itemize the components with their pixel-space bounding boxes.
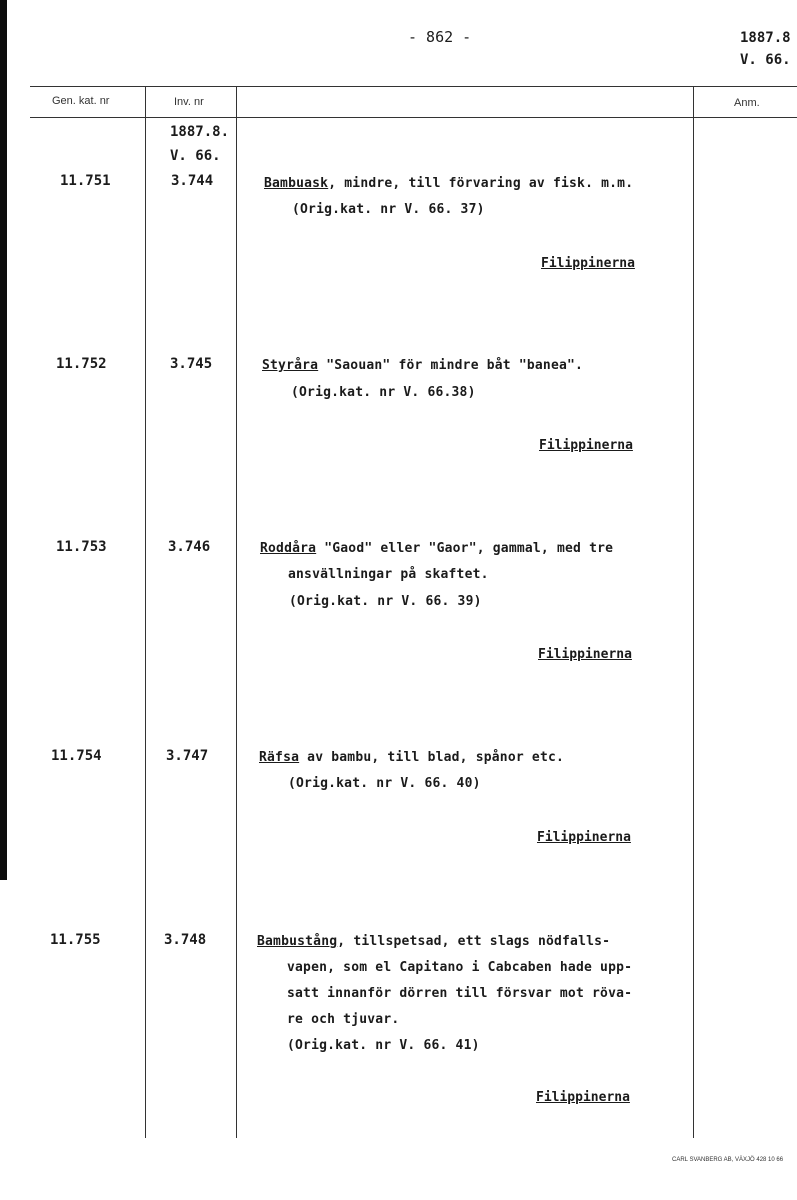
column-divider-desc-anm xyxy=(693,86,694,1138)
left-edge-bar xyxy=(0,0,7,880)
entry-inv-number: 3.747 xyxy=(166,748,209,764)
corner-accession-year: 1887.8 xyxy=(740,30,791,46)
entry-description-line xyxy=(264,176,633,191)
entry-description-line xyxy=(260,541,613,556)
entry-description-continuation: satt innanför dörren till försvar mot röva- xyxy=(287,986,633,1001)
entry-description-continuation: ansvällningar på skaftet. xyxy=(288,567,489,582)
header-anm: Anm. xyxy=(734,97,760,109)
entry-title: Styråra xyxy=(262,358,319,373)
entry-description-rest: av bambu, till blad, spånor etc. xyxy=(299,750,565,765)
entry-gen-number: 11.754 xyxy=(51,748,102,764)
entry-description-line xyxy=(262,358,583,373)
header-inv-nr: Inv. nr xyxy=(174,96,204,108)
entry-title: Bambuask xyxy=(264,176,329,191)
entry-description-rest: , tillspetsad, ett slags nödfalls- xyxy=(337,934,611,949)
entry-description-line xyxy=(259,750,564,765)
header-gen-kat-nr: Gen. kat. nr xyxy=(52,95,110,107)
entry-orig-catalog: (Orig.kat. nr V. 66. 37) xyxy=(292,202,485,217)
entry-inv-number: 3.746 xyxy=(168,539,211,555)
corner-accession-series: V. 66. xyxy=(740,52,791,68)
entry-description-line xyxy=(257,934,610,949)
entry-description-rest: "Gaod" eller "Gaor", gammal, med tre xyxy=(316,541,614,556)
entry-gen-number: 11.752 xyxy=(56,356,107,372)
entry-place: Filippinerna xyxy=(538,647,632,662)
entry-inv-number: 3.744 xyxy=(171,173,214,189)
entry-place: Filippinerna xyxy=(536,1090,630,1105)
entry-orig-catalog: (Orig.kat. nr V. 66. 39) xyxy=(289,594,482,609)
entry-title: Bambustång xyxy=(257,934,338,949)
entry-gen-number: 11.755 xyxy=(50,932,101,948)
entry-inv-number: 3.748 xyxy=(164,932,207,948)
entry-description-continuation: re och tjuvar. xyxy=(287,1012,400,1027)
entry-title: Räfsa xyxy=(259,750,300,765)
inv-header-series: V. 66. xyxy=(170,148,221,164)
entry-description-continuation: vapen, som el Capitano i Cabcaben hade upp- xyxy=(287,960,633,975)
entry-place: Filippinerna xyxy=(541,256,635,271)
entry-title: Roddåra xyxy=(260,541,317,556)
entry-description-rest: , mindre, till förvaring av fisk. m.m. xyxy=(328,176,634,191)
entry-place: Filippinerna xyxy=(539,438,633,453)
entry-gen-number: 11.753 xyxy=(56,539,107,555)
entry-gen-number: 11.751 xyxy=(60,173,111,189)
entry-place: Filippinerna xyxy=(537,830,631,845)
page-number: - 862 - xyxy=(408,28,472,46)
column-divider-gen-inv xyxy=(145,86,146,1138)
entry-inv-number: 3.745 xyxy=(170,356,213,372)
entry-orig-catalog: (Orig.kat. nr V. 66.38) xyxy=(291,385,476,400)
inv-header-year: 1887.8. xyxy=(170,124,230,140)
column-divider-inv-desc xyxy=(236,86,237,1138)
entry-orig-catalog: (Orig.kat. nr V. 66. 40) xyxy=(288,776,481,791)
printer-imprint: CARL SVANBERG AB, VÄXJÖ 428 10 66 xyxy=(672,1157,784,1163)
entry-orig-catalog: (Orig.kat. nr V. 66. 41) xyxy=(287,1038,480,1053)
entry-description-rest: "Saouan" för mindre båt "banea". xyxy=(318,358,584,373)
